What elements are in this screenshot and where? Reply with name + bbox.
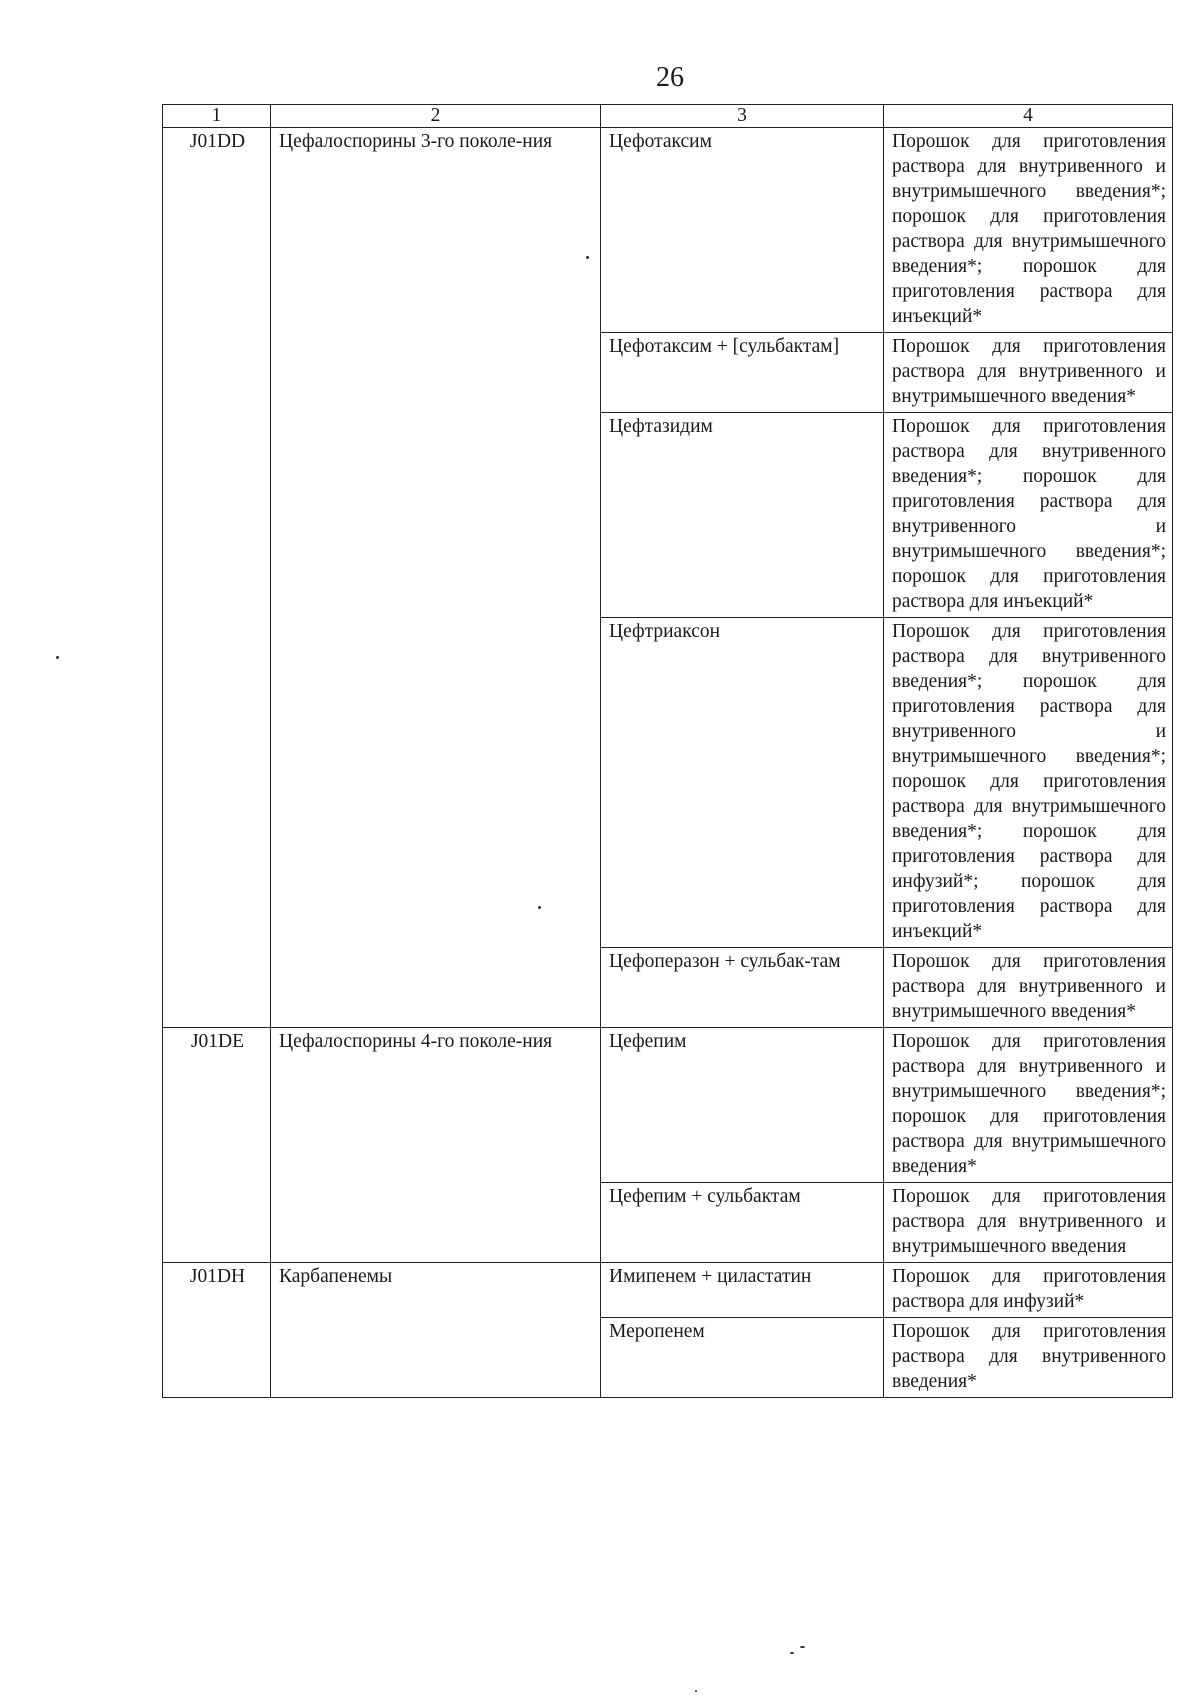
table-row [163,1028,1173,1183]
drug-name-cell: Цефотаксим [601,128,884,333]
scan-speck [800,1646,805,1648]
drug-group-cell: Карбапенемы [271,1263,601,1398]
atc-code-cell: J01DH [163,1263,271,1398]
dosage-form-cell: Порошок для приготовления раствора для внутривенного и внутримышечного введения* [884,333,1173,413]
drug-name-cell: Меропенем [601,1318,884,1398]
atc-code-cell: J01DD [163,128,271,1028]
drug-name-cell: Цефотаксим + [сульбактам] [601,333,884,413]
dosage-form-cell: Порошок для приготовления раствора для инфузий* [884,1263,1173,1318]
drug-name-cell: Имипенем + циластатин [601,1263,884,1318]
header-cell-1: 1 [163,105,271,128]
drug-table [162,104,1173,1398]
drug-group-cell: Цефалоспорины 3-го поколе-ния [271,128,601,1028]
table-row [163,128,1173,333]
drug-name-cell: Цефепим [601,1028,884,1183]
dosage-form-cell: Порошок для приготовления раствора для внутривенного введения*; порошок для приготовления раствора для внутривенного и внутримышечного введения*; порошок для приготовления раствора для инъекций* [884,413,1173,618]
drug-name-cell: Цефоперазон + сульбак-там [601,948,884,1028]
drug-name-cell: Цефепим + сульбактам [601,1183,884,1263]
page-number: 26 [656,62,684,93]
dosage-form-cell: Порошок для приготовления раствора для внутривенного введения* [884,1318,1173,1398]
scan-speck [538,906,541,909]
drug-name-cell: Цефтазидим [601,413,884,618]
drug-group-cell: Цефалоспорины 4-го поколе-ния [271,1028,601,1263]
table-row [163,1263,1173,1318]
table-header-row [163,105,1173,128]
drug-name-cell: Цефтриаксон [601,618,884,948]
scan-speck [790,1652,794,1654]
atc-code-cell: J01DE [163,1028,271,1263]
scan-speck [586,256,589,259]
dosage-form-cell: Порошок для приготовления раствора для внутривенного и внутримышечного введения*; порошок для приготовления раствора для внутримышечного введения*; порошок для приготовления раствора для инъекций* [884,128,1173,333]
dosage-form-cell: Порошок для приготовления раствора для внутривенного и внутримышечного введения*; порошок для приготовления раствора для внутримышечного введения* [884,1028,1173,1183]
header-cell-4: 4 [884,105,1173,128]
header-cell-3: 3 [601,105,884,128]
scan-speck [695,1690,697,1692]
dosage-form-cell: Порошок для приготовления раствора для внутривенного и внутримышечного введения [884,1183,1173,1263]
header-cell-2: 2 [271,105,601,128]
scan-speck [56,656,59,659]
dosage-form-cell: Порошок для приготовления раствора для внутривенного и внутримышечного введения* [884,948,1173,1028]
dosage-form-cell: Порошок для приготовления раствора для внутривенного введения*; порошок для приготовления раствора для внутривенного и внутримышечного введения*; порошок для приготовления раствора для внутримышечного введения*; порошок для приготовления раствора для инфузий*; порошок для приготовления раствора для инъекций* [884,618,1173,948]
